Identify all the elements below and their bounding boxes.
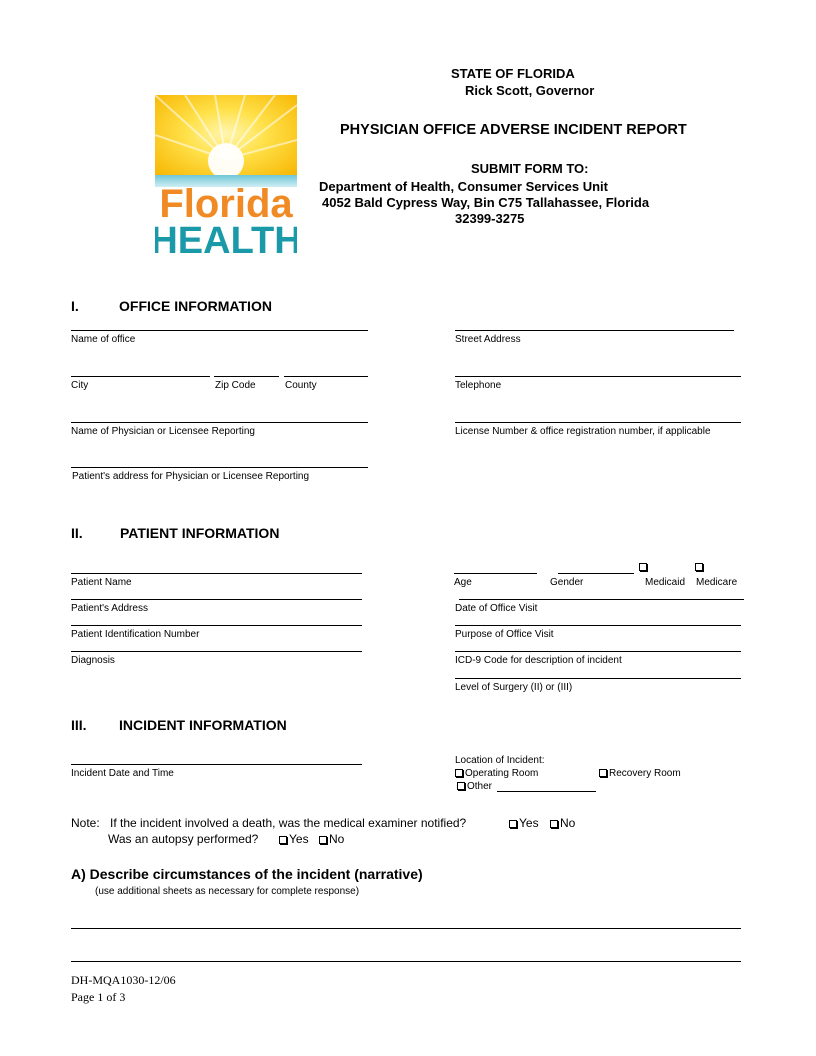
narrative-line-1[interactable]	[71, 928, 741, 929]
name-of-office-label: Name of office	[71, 334, 136, 345]
recovery-room-checkbox[interactable]	[599, 769, 607, 777]
form-title: PHYSICIAN OFFICE ADVERSE INCIDENT REPORT	[340, 122, 687, 138]
street-address-line[interactable]	[455, 330, 734, 331]
section-1-title: OFFICE INFORMATION	[119, 298, 272, 314]
medicare-checkbox[interactable]	[695, 563, 703, 571]
patient-id-line[interactable]	[71, 625, 362, 626]
section-2-title: PATIENT INFORMATION	[120, 525, 280, 541]
patient-name-line[interactable]	[71, 573, 362, 574]
logo-sun-graphic	[155, 95, 297, 255]
telephone-label: Telephone	[455, 380, 502, 391]
q2-yes-label: Yes	[289, 832, 309, 846]
address-line: 4052 Bald Cypress Way, Bin C75 Tallahassee, Florida	[322, 195, 650, 210]
street-address-label: Street Address	[455, 334, 521, 345]
date-of-visit-line[interactable]	[459, 599, 744, 600]
section-3-title: INCIDENT INFORMATION	[119, 717, 287, 733]
q2-no-checkbox[interactable]	[319, 836, 327, 844]
zip-code-line[interactable]	[214, 376, 279, 377]
diagnosis-label: Diagnosis	[71, 655, 115, 666]
county-line[interactable]	[284, 376, 368, 377]
location-label: Location of Incident:	[455, 755, 545, 766]
physician-name-label: Name of Physician or Licensee Reporting	[71, 426, 255, 437]
q2-yes-option[interactable]	[279, 832, 309, 846]
logo-word-health: HEALTH	[155, 220, 297, 255]
operating-room-checkbox[interactable]	[455, 769, 463, 777]
q1-no-checkbox[interactable]	[550, 820, 558, 828]
other-checkbox[interactable]	[457, 782, 465, 790]
q1-no-option[interactable]	[550, 816, 575, 830]
patient-address-line[interactable]	[71, 599, 362, 600]
physician-address-label: Patient's address for Physician or Licensee Reporting	[72, 471, 310, 482]
patient-name-label: Patient Name	[71, 577, 132, 588]
operating-room-label: Operating Room	[465, 768, 539, 779]
city-line[interactable]	[71, 376, 210, 377]
section-2-number: II.	[71, 525, 83, 541]
purpose-of-visit-label: Purpose of Office Visit	[455, 629, 554, 640]
medicaid-checkbox[interactable]	[639, 563, 647, 571]
age-line[interactable]	[454, 573, 537, 574]
medicare-label: Medicare	[696, 577, 738, 588]
note-prefix: Note:	[71, 816, 100, 830]
other-option[interactable]	[457, 781, 492, 792]
q1-yes-option[interactable]	[509, 816, 539, 830]
county-label: County	[285, 380, 317, 391]
level-of-surgery-label: Level of Surgery (II) or (III)	[455, 682, 573, 693]
operating-room-option[interactable]	[455, 768, 538, 779]
narrative-title: A) Describe circumstances of the incident (narrative)	[71, 866, 423, 882]
purpose-of-visit-line[interactable]	[455, 625, 741, 626]
florida-health-logo	[155, 95, 297, 255]
icd9-label: ICD-9 Code for description of incident	[455, 655, 622, 666]
form-id: DH-MQA1030-12/06	[71, 973, 176, 987]
patient-address-label: Patient's Address	[71, 603, 148, 614]
medicaid-label: Medicaid	[645, 577, 686, 588]
age-label: Age	[454, 577, 472, 588]
icd9-line[interactable]	[455, 651, 741, 652]
page-number: Page 1 of 3	[71, 990, 126, 1004]
note-question-2: Was an autopsy performed?	[108, 832, 259, 846]
recovery-room-option[interactable]	[599, 768, 681, 779]
city-label: City	[71, 380, 89, 391]
q1-yes-label: Yes	[519, 816, 539, 830]
q2-no-label: No	[329, 832, 345, 846]
recovery-room-label: Recovery Room	[609, 768, 681, 779]
telephone-line[interactable]	[455, 376, 741, 377]
incident-date-label: Incident Date and Time	[71, 768, 174, 779]
license-number-line[interactable]	[455, 422, 741, 423]
zip-code-label: Zip Code	[215, 380, 256, 391]
submit-heading: SUBMIT FORM TO:	[471, 161, 589, 176]
level-of-surgery-line[interactable]	[455, 678, 741, 679]
name-of-office-line[interactable]	[71, 330, 368, 331]
date-of-visit-label: Date of Office Visit	[455, 603, 538, 614]
q2-yes-checkbox[interactable]	[279, 836, 287, 844]
patient-id-label: Patient Identification Number	[71, 629, 200, 640]
other-line[interactable]	[497, 791, 596, 792]
state-heading: STATE OF FLORIDA	[451, 66, 575, 81]
q1-yes-checkbox[interactable]	[509, 820, 517, 828]
other-label: Other	[467, 781, 493, 792]
department-line: Department of Health, Consumer Services Unit	[319, 179, 608, 194]
q2-no-option[interactable]	[319, 832, 344, 846]
narrative-line-2[interactable]	[71, 961, 741, 962]
diagnosis-line[interactable]	[71, 651, 362, 652]
zip-line: 32399-3275	[455, 211, 525, 226]
physician-address-line[interactable]	[71, 467, 368, 468]
gender-label: Gender	[550, 577, 584, 588]
logo-word-florida: Florida	[159, 182, 293, 226]
section-1-number: I.	[71, 298, 79, 314]
incident-date-line[interactable]	[71, 764, 362, 765]
license-number-label: License Number & office registration number, if applicable	[455, 426, 711, 437]
note-question-1: If the incident involved a death, was the medical examiner notified?	[110, 816, 467, 830]
gender-line[interactable]	[558, 573, 634, 574]
physician-name-line[interactable]	[71, 422, 368, 423]
governor-line: Rick Scott, Governor	[465, 83, 595, 98]
narrative-subtitle: (use additional sheets as necessary for complete response)	[95, 886, 360, 897]
section-3-number: III.	[71, 717, 87, 733]
q1-no-label: No	[560, 816, 576, 830]
